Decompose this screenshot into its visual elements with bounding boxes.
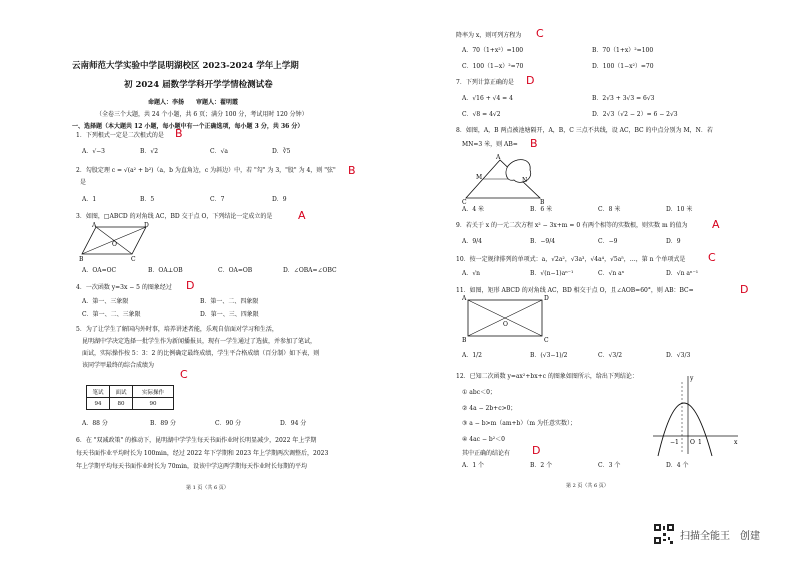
question-8b: MN=3 米，则 AB= (462, 141, 518, 148)
q8-option-d: D．10 米 (666, 206, 693, 213)
fig-label-o: O (112, 241, 117, 248)
q4-option-c: C．第一、二、三象限 (82, 311, 141, 318)
authors-line: 命题人：李扬 审题人：翟明霞 (148, 99, 239, 106)
q1-option-c: C．√a (210, 148, 228, 155)
rectangle-figure (462, 294, 552, 344)
q7-option-b: B．2√3 + 3√3 = 6√3 (592, 95, 655, 102)
answer-mark-11: D (740, 283, 749, 296)
question-6-cont: 降率为 x，则可列方程为 (456, 32, 522, 39)
answer-mark-9: A (712, 218, 720, 231)
question-1: 1．下列根式一定是二次根式的是 (76, 132, 164, 139)
q4-option-d: D．第一、三、四象限 (200, 311, 259, 318)
question-11: 11．如图，矩形 ABCD 的对角线 AC，BD 相交于点 O，且∠AOB=60°，则 AB：BC= (456, 287, 694, 294)
q8-option-a: A．4 米 (462, 206, 485, 213)
q12-option-d: D．4 个 (666, 462, 689, 469)
q3-option-b: B．OA⊥OB (148, 267, 183, 274)
q12-option-a: A．1 个 (462, 462, 485, 469)
q6-option-d: D．100（1−x²）=70 (592, 63, 654, 70)
question-6a: 6．在 "双减政策" 的推动下，昆明湖中学学生每天书面作业时长明显减少，2022 年上学期 (76, 437, 317, 444)
q9-option-c: C．−9 (598, 238, 618, 245)
fig-label-a: A (462, 295, 467, 302)
q2-option-c: C．7 (210, 196, 225, 203)
q3-option-d: D．∠OBA=∠OBC (283, 267, 337, 274)
q2-option-b: B．5 (140, 196, 155, 203)
q4-option-a: A．第一、三象限 (82, 298, 129, 305)
parallelogram-figure (78, 222, 150, 262)
fig-label-c: C (544, 337, 549, 344)
q9-option-d: D．9 (666, 238, 681, 245)
q7-option-d: D．2√3（√2 − 2）= 6 − 2√3 (592, 111, 678, 118)
fig-label-d: D (544, 295, 549, 302)
q8-option-c: C．8 米 (598, 206, 621, 213)
q5-option-d: D．94 分 (280, 420, 307, 427)
q11-option-a: A．1/2 (462, 352, 482, 359)
score-table-head: 面试 (110, 386, 133, 398)
page-footer-right: 第 2 页（共 6 页） (566, 483, 609, 489)
q9-option-b: B．−9/4 (530, 238, 556, 245)
score-table (86, 385, 174, 410)
score-table-head: 笔试 (87, 386, 110, 398)
q7-option-c: C．√8 = 4√2 (462, 111, 501, 118)
scanner-watermark: 扫描全能王 创建 (680, 531, 760, 542)
q11-option-c: C．√3/2 (598, 352, 623, 359)
q12-item-2: ② 4a − 2b+c>0； (462, 405, 517, 412)
question-5b: 昆明湖中学决定选择一批学生作为新闻播报员，现有一学生通过了选拔，并参加了笔试， (82, 338, 317, 345)
q10-option-d: D．√n aⁿ⁻¹ (666, 270, 699, 277)
answer-mark-3: A (298, 209, 306, 222)
q6-option-b: B．70（1+x）²=100 (592, 47, 654, 54)
fig-label-b: B (79, 256, 84, 262)
question-5a: 5．为了让学生了解国内外时事，培养讲述者能，乐观自信面对学习和生活， (76, 326, 278, 333)
question-6c: 年上学期平均每天书面作业时长为 70min，设该中学这两学期每天作业时长每期的平均 (76, 463, 308, 470)
score-table-cell: 80 (110, 398, 133, 410)
fig-label-d: D (144, 222, 149, 229)
q3-option-c: C．OA=OB (218, 267, 253, 274)
instructions: （全卷三个大题，共 24 个小题，共 6 页；满分 100 分，考试用时 120 分钟） (96, 111, 308, 118)
score-table-cell: 94 (87, 398, 110, 410)
fig-label-c: C (131, 256, 136, 262)
question-2b: 是 (80, 179, 87, 186)
q8-option-b: B．6 米 (530, 206, 553, 213)
score-table-head: 实际操作 (133, 386, 174, 398)
q12-item-4: ④ 4ac − b²＜0 (462, 436, 505, 443)
exam-title-line1: 云南师范大学实验中学昆明湖校区 2023-2024 学年上学期 (72, 61, 299, 71)
q7-option-a: A．√16 + √4 = 4 (462, 95, 513, 102)
question-12: 12．已知二次函数 y=ax²+bx+c 的图象如图所示，给出下列结论： (456, 373, 638, 380)
q1-option-a: A．√−3 (82, 148, 106, 155)
question-5d: 该同学甲最终的综合成绩为 (82, 362, 155, 369)
question-10: 10．按一定规律排列的单项式：a，√2a²，√3a³，√4a⁴，√5a⁵，…，第 n 个单项式是 (456, 256, 686, 263)
answer-mark-4: D (186, 279, 195, 292)
q5-option-a: A．88 分 (82, 420, 108, 427)
qr-code-icon (654, 524, 674, 544)
q11-option-b: B．(√3−1)/2 (530, 352, 568, 359)
q12-item-3: ③ a − b>m（am+b）（m 为任意实数）； (462, 420, 576, 427)
answer-mark-10: C (708, 251, 716, 264)
question-6b: 每天书面作业平均时长为 100min，经过 2022 年下学期和 2023 年上学期两次调整后，2023 (76, 450, 329, 457)
fig-label-x: x (734, 439, 738, 446)
fig-label-n: N (522, 177, 528, 184)
answer-mark-12: D (532, 444, 541, 457)
q5-option-c: C．90 分 (215, 420, 242, 427)
fig-label-y: y (690, 375, 694, 382)
q9-option-a: A．9/4 (462, 238, 482, 245)
section-heading: 一、选择题（本大题共 12 小题，每小题中有一个正确选项，每小题 3 分，共 36 分） (72, 123, 304, 130)
fig-label-o: O (503, 321, 508, 328)
score-table-cell: 90 (133, 398, 174, 410)
fig-label-b: B (540, 199, 545, 204)
fig-label-neg1: −1 (670, 439, 679, 446)
question-5c: 面试，实际操作按 5：3：2 的比例确定最终成绩，学生平合格成绩（百分制）如下表，则 (82, 350, 320, 357)
question-4: 4．一次函数 y=3x − 5 的图象经过 (76, 284, 172, 291)
q11-option-d: D．√3/3 (666, 352, 691, 359)
question-7: 7．下列计算正确的是 (456, 79, 514, 86)
q5-option-b: B．89 分 (150, 420, 176, 427)
answer-mark-6: C (536, 27, 544, 40)
question-8a: 8．如图，A，B 两点被池塘隔开，A，B，C 三点不共线，设 AC，BC 的中点分别为 M，N．若 (456, 127, 713, 134)
q12-item-1: ① abc＜0； (462, 389, 496, 396)
q3-option-a: A．OA=OC (82, 267, 117, 274)
q6-option-c: C．100（1−x）²=70 (462, 63, 524, 70)
q1-option-d: D．∛5 (272, 148, 291, 155)
q12-option-b: B．2 个 (530, 462, 553, 469)
fig-label-m: M (476, 174, 483, 181)
q1-option-b: B．√2 (140, 148, 159, 155)
exam-title-line2: 初 2024 届数学学科开学学情检测试卷 (124, 80, 273, 90)
question-9: 9．若关于 x 的一元二次方程 x² − 3x+m = 0 有两个相等的实数根，则实数 m 的值为 (456, 222, 688, 229)
answer-mark-5: C (180, 368, 188, 381)
q10-option-b: B．√(n−1)aⁿ⁻¹ (530, 270, 574, 277)
q12-question: 其中正确的结论有 (462, 450, 511, 457)
q10-option-a: A．√n (462, 270, 481, 277)
answer-mark-8: B (530, 137, 538, 150)
fig-label-c: C (462, 199, 467, 204)
fig-label-b: B (462, 337, 467, 344)
q6-option-a: A．70（1+x²）=100 (462, 47, 524, 54)
q2-option-a: A．1 (82, 196, 97, 203)
answer-mark-2: B (348, 164, 356, 177)
pond-triangle-figure (460, 152, 550, 204)
q2-option-d: D．9 (272, 196, 287, 203)
fig-label-a: A (496, 154, 501, 161)
q10-option-c: C．√n aⁿ (598, 270, 625, 277)
fig-label-a: A (92, 222, 97, 229)
fig-label-origin: O (690, 439, 695, 446)
answer-mark-7: D (526, 74, 535, 87)
page-footer-left: 第 1 页（共 6 页） (186, 485, 229, 491)
q12-option-c: C．3 个 (598, 462, 621, 469)
parabola-figure (648, 372, 743, 457)
answer-mark-1: B (175, 127, 183, 140)
question-3: 3．如图，□ABCD 的对角线 AC，BD 交于点 O，下列结论一定成立的是 (76, 213, 273, 220)
q4-option-b: B．第一、二、四象限 (200, 298, 259, 305)
fig-label-1: 1 (698, 439, 702, 446)
question-2a: 2．勾股定理 c = √(a² + b²)（a，b 为直角边，c 为斜边）中，若 "勾" 为 3，"股" 为 4，则 "弦" (76, 167, 336, 174)
